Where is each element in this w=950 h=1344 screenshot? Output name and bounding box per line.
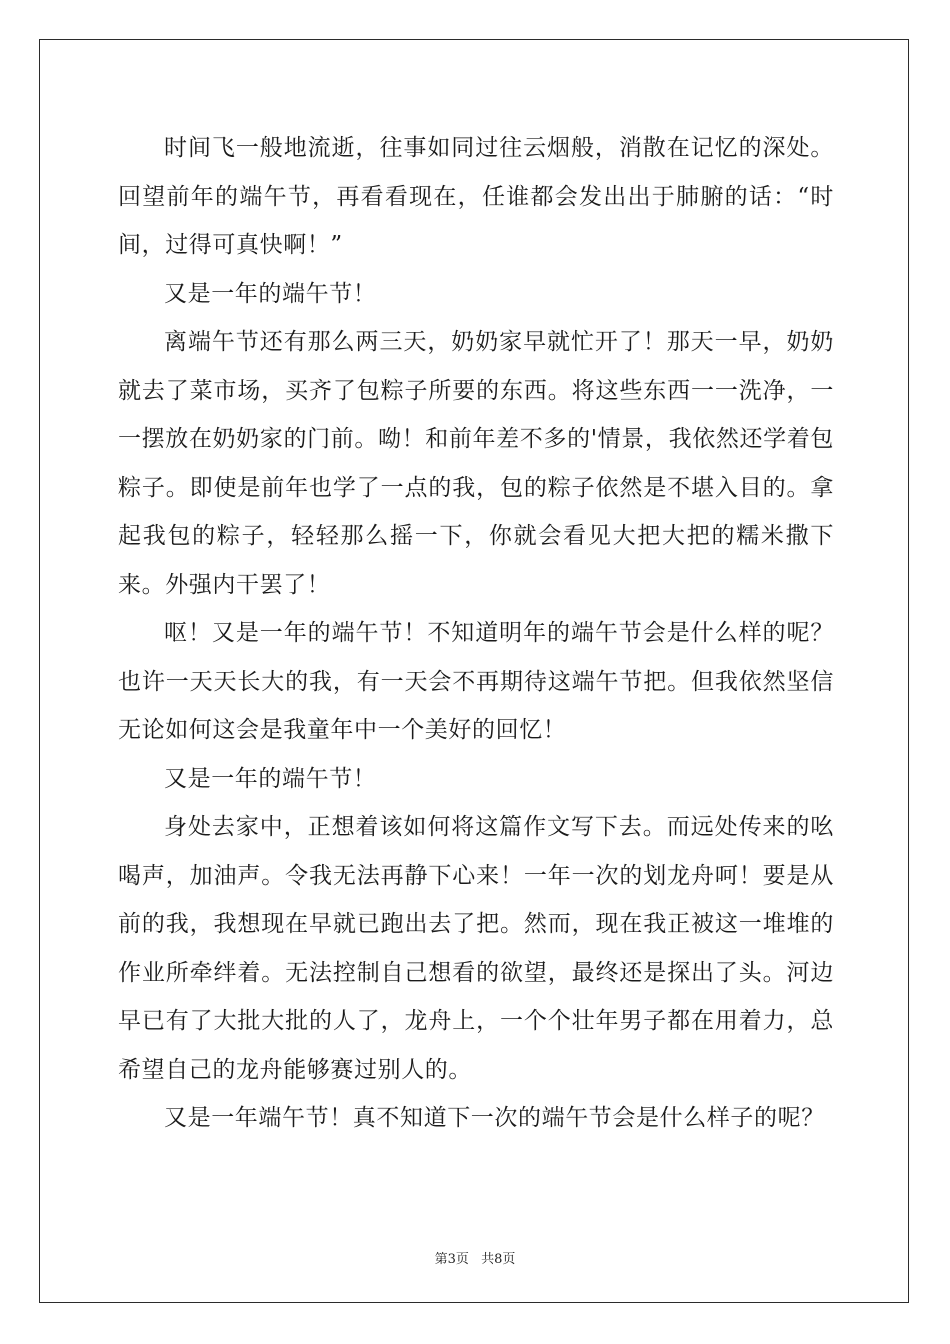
paragraph-6: 身处去家中，正想着该如何将这篇作文写下去。而远处传来的吆喝声，加油声。令我无法再静下心来！一年一次的划龙舟呵！要是从前的我，我想现在早就已跑出去了把。然而，现在我正被这一堆堆的作业所牵绊着。无法控制自己想看的欲望，最终还是探出了头。河边早已有了大批大批的人了，龙舟上，一个个壮年男子都在用着力，总希望自己的龙舟能够赛过别人的。 [118,814,834,1083]
paragraph-1: 时间飞一般地流逝，往事如同过往云烟般，消散在记忆的深处。回望前年的端午节，再看看现在，任谁都会发出出于肺腑的话：“时间，过得可真快啊！” [118,135,834,258]
document-body [118,124,834,1143]
page-total: 共8页 [481,1252,516,1267]
paragraph-4: 呕！又是一年的端午节！不知道明年的端午节会是什么样的呢？也许一天天长大的我，有一天会不再期待这端午节把。但我依然坚信无论如何这会是我童年中一个美好的回忆！ [118,620,834,743]
page-number: 第3页 [434,1252,469,1267]
paragraph-7: 又是一年端午节！真不知道下一次的端午节会是什么样子的呢？ [164,1105,825,1131]
paragraph-2: 又是一年的端午节！ [164,280,377,307]
page-footer [0,1248,950,1267]
paragraph-3: 离端午节还有那么两三天，奶奶家早就忙开了！那天一早，奶奶就去了菜市场，买齐了包粽子所要的东西。将这些东西一一洗净，一一摆放在奶奶家的门前。呦！和前年差不多的'情景，我依然还学着包粽子。即使是前年也学了一点的我，包的粽子依然是不堪入目的。拿起我包的粽子，轻轻那么摇一下，你就会看见大把大把的糯米撒下来。外强内干罢了！ [118,329,834,598]
paragraph-5: 又是一年的端午节！ [164,765,377,792]
